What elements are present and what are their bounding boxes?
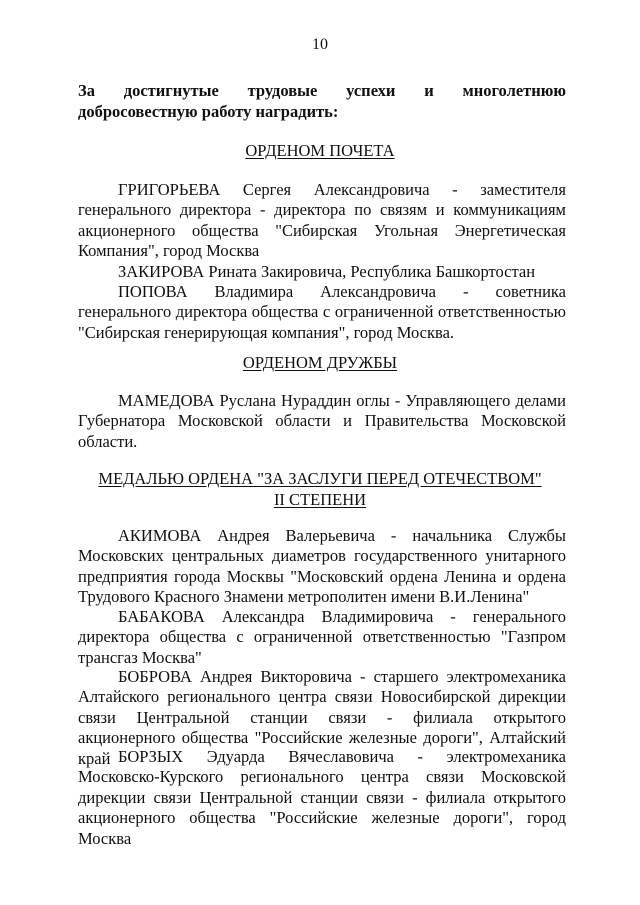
intro-line-1: За достигнутые трудовые успехи и многолетнюю bbox=[78, 81, 566, 100]
entry-text: АКИМОВА Андрея Валерьевича - начальника Службы Московских центральных диаметров государственного унитарного предприятия города Москвы "Московский ордена Ленина и ордена Трудового Красного Знамени метрополитен имени В.И.Ленина" bbox=[78, 526, 566, 607]
entry-text: ЗАКИРОВА Рината Закировича, Республика Башкортостан bbox=[118, 262, 536, 281]
heading-line: ОРДЕНОМ ДРУЖБЫ bbox=[242, 353, 398, 372]
section-heading-order-of-honor bbox=[0, 140, 640, 161]
intro-line-2: добросовестную работу наградить: bbox=[78, 102, 339, 121]
award-entry bbox=[78, 607, 566, 668]
heading-line: II СТЕПЕНИ bbox=[273, 490, 367, 509]
award-entry bbox=[78, 526, 566, 608]
entry-text: БАБАКОВА Александра Владимировича - генерального директора общества с ограниченной ответственностью "Газпром трансгаз Москва" bbox=[78, 607, 566, 667]
award-entry bbox=[78, 391, 566, 452]
award-entry bbox=[78, 180, 566, 262]
entry-text: ПОПОВА Владимира Александровича - советника генерального директора общества с ограниченной ответственностью "Сибирская генерирующая компания", город Москва. bbox=[78, 282, 566, 342]
award-entry bbox=[78, 282, 566, 343]
entry-text: БОРЗЫХ Эдуарда Вячеславовича - электромеханика Московско-Курского регионального центра связи Московской дирекции связи Центральной станции связи - филиала открытого акционерного общества "Российские железные дороги", город Москва bbox=[78, 747, 566, 848]
entry-text: МАМЕДОВА Руслана Нураддин оглы - Управляющего делами Губернатора Московской области и Правительства Московской области. bbox=[78, 391, 566, 451]
intro-paragraph bbox=[78, 80, 566, 122]
heading-line: ОРДЕНОМ ПОЧЕТА bbox=[245, 141, 395, 160]
award-entry bbox=[78, 747, 566, 849]
award-entry bbox=[78, 262, 566, 282]
page-number: 10 bbox=[312, 36, 328, 53]
heading-line: МЕДАЛЬЮ ОРДЕНА "ЗА ЗАСЛУГИ ПЕРЕД ОТЕЧЕСТВОМ" bbox=[98, 469, 542, 488]
entry-text: БОБРОВА Андрея Викторовича - старшего электромеханика Алтайского регионального центра связи Новосибирской дирекции связи Центральной станции связи - филиала открытого акционерного общества "Российские железные дороги", Алтайский край bbox=[78, 667, 566, 768]
section-heading-order-of-friendship bbox=[0, 352, 640, 373]
section-heading-medal-merit bbox=[0, 468, 640, 510]
entry-text: ГРИГОРЬЕВА Сергея Александровича - заместителя генерального директора - директора по связям и коммуникациям акционерного общества "Сибирская Угольная Энергетическая Компания", город Москва bbox=[78, 180, 566, 261]
